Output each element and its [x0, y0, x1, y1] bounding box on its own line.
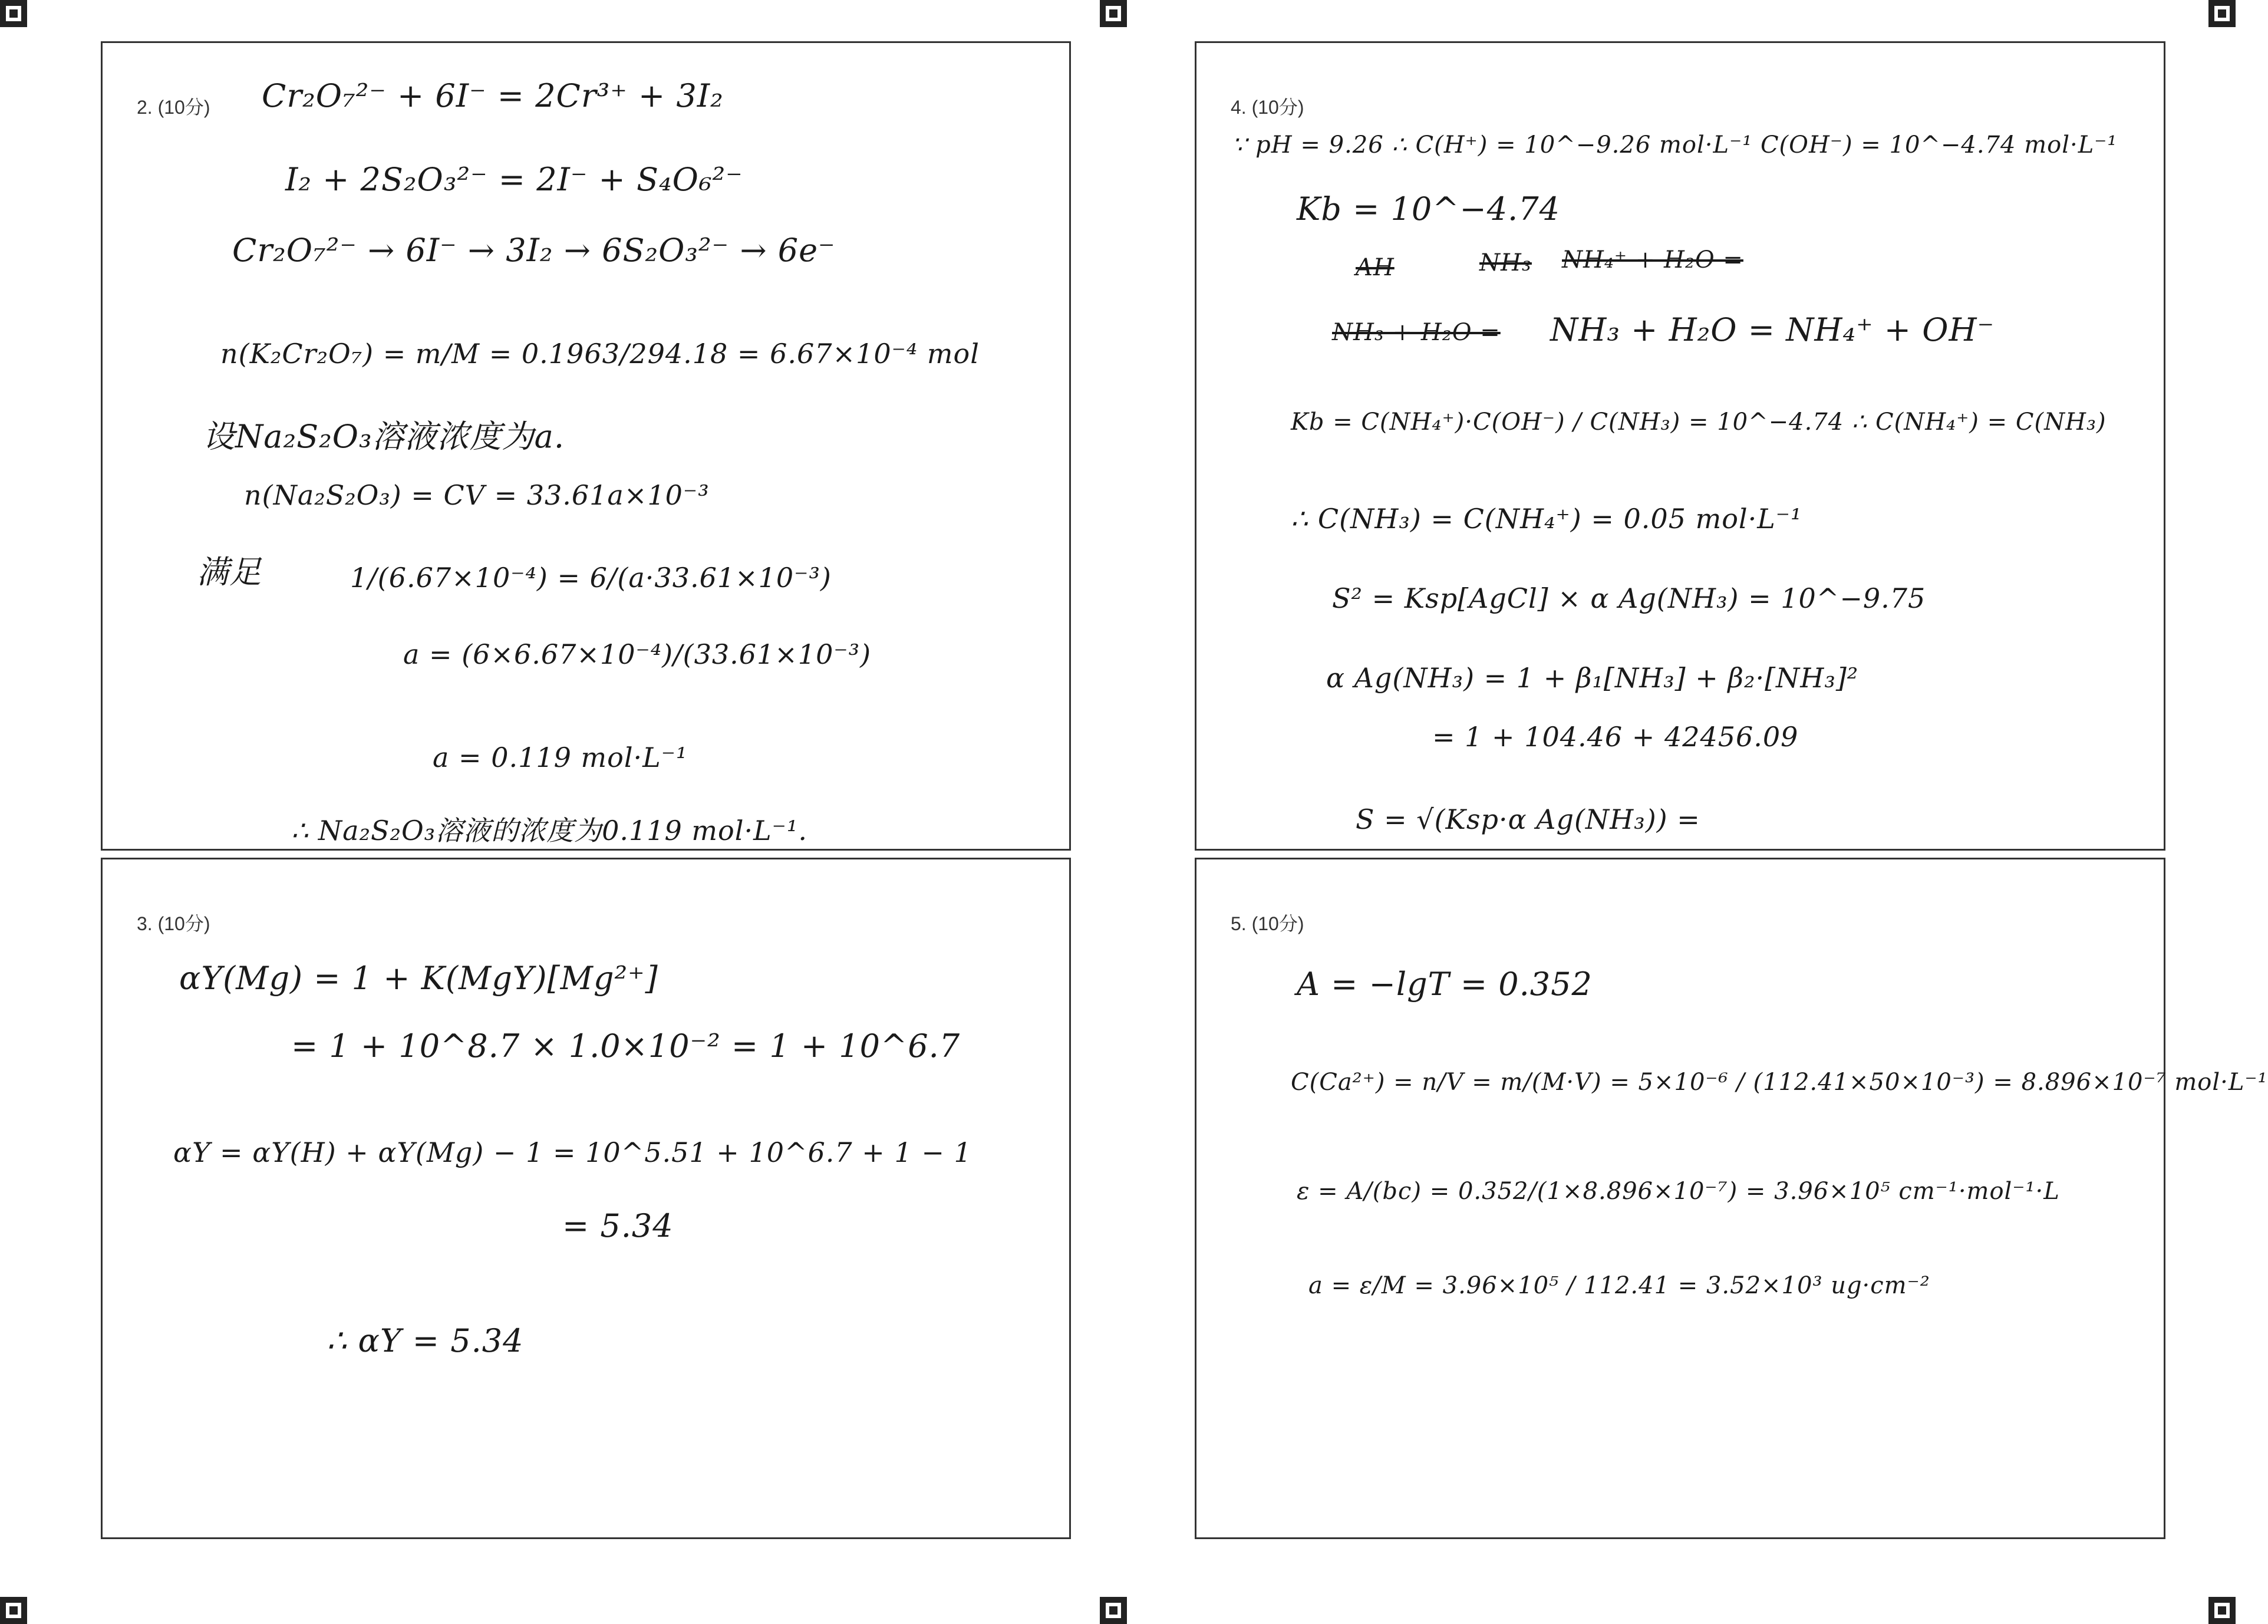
corner-marker-top-left — [0, 0, 27, 27]
handwriting-line: ∴ Na₂S₂O₃溶液的浓度为0.119 mol·L⁻¹. — [291, 815, 807, 846]
struck-text: AH — [1356, 254, 1395, 281]
handwriting-line: ε = A/(bc) = 0.352/(1×8.896×10⁻⁷) = 3.96×10⁵ cm⁻¹·mol⁻¹·L — [1297, 1178, 2060, 1205]
question-label: 2. (10分) — [137, 97, 210, 118]
handwriting-line: a = (6×6.67×10⁻⁴)/(33.61×10⁻³) — [403, 638, 872, 670]
handwriting-line: a = ε/M = 3.96×10⁵ / 112.41 = 3.52×10³ ug·cm⁻² — [1308, 1272, 1930, 1299]
handwriting-line: S² = Ksp[AgCl] × α Ag(NH₃) = 10^−9.75 — [1332, 582, 1926, 614]
handwriting-line: a = 0.119 mol·L⁻¹ — [433, 742, 688, 773]
answer-box-q5 — [1195, 858, 2268, 1539]
answer-box-q4 — [1195, 41, 2165, 851]
struck-text: NH₃ + H₂O = — [1332, 319, 1501, 346]
handwriting-line: n(K₂Cr₂O₇) = m/M = 0.1963/294.18 = 6.67×10⁻⁴ mol — [220, 338, 980, 370]
handwriting-line: 1/(6.67×10⁻⁴) = 6/(a·33.61×10⁻³) — [350, 562, 832, 594]
handwriting-line: I₂ + 2S₂O₃²⁻ = 2I⁻ + S₄O₆²⁻ — [285, 161, 743, 198]
handwriting-line: 满足 — [197, 554, 262, 591]
handwriting-line: α Ag(NH₃) = 1 + β₁[NH₃] + β₂·[NH₃]² — [1326, 662, 1859, 694]
handwriting-line: NH₃ + H₂O = NH₄⁺ + OH⁻ — [1550, 311, 1995, 348]
question-label: 5. (10分) — [1231, 913, 1304, 934]
question-label: 3. (10分) — [137, 913, 210, 934]
handwriting-line: = 5.34 — [562, 1207, 674, 1244]
corner-marker-bottom-center — [1100, 1597, 1127, 1624]
handwriting-line: αY = αY(H) + αY(Mg) − 1 = 10^5.51 + 10^6.7 + 1 − 1 — [173, 1137, 972, 1168]
handwriting-line: ∴ C(NH₃) = C(NH₄⁺) = 0.05 mol·L⁻¹ — [1291, 503, 1802, 535]
handwriting-line: Cr₂O₇²⁻ + 6I⁻ = 2Cr³⁺ + 3I₂ — [262, 77, 724, 114]
corner-marker-top-center — [1100, 0, 1127, 27]
handwriting-line: Cr₂O₇²⁻ → 6I⁻ → 3I₂ → 6S₂O₃²⁻ → 6e⁻ — [232, 232, 836, 269]
handwriting-line: ∴ αY = 5.34 — [327, 1322, 524, 1359]
handwriting-line: ∵ pH = 9.26 ∴ C(H⁺) = 10^−9.26 mol·L⁻¹ C(OH⁻) = 10^−4.74 mol·L⁻¹ — [1232, 131, 2118, 159]
corner-marker-bottom-right — [2208, 1597, 2236, 1624]
handwriting-line: Kb = 10^−4.74 — [1297, 190, 1560, 228]
struck-text: NH₃ — [1479, 249, 1532, 276]
handwriting-line: C(Ca²⁺) = n/V = m/(M·V) = 5×10⁻⁶ / (112.41×50×10⁻³) = 8.896×10⁻⁷ mol·L⁻¹ — [1291, 1069, 2268, 1096]
answer-box-q2 — [101, 41, 1071, 851]
handwriting-line: A = −lgT = 0.352 — [1297, 966, 1593, 1003]
answer-box-q3 — [101, 858, 1071, 1539]
corner-marker-bottom-left — [0, 1597, 27, 1624]
handwriting-line: = 1 + 104.46 + 42456.09 — [1432, 721, 1799, 753]
handwriting-line: = 1 + 10^8.7 × 1.0×10⁻² = 1 + 10^6.7 — [291, 1027, 961, 1065]
question-label: 4. (10分) — [1231, 97, 1304, 118]
handwriting-line: n(Na₂S₂O₃) = CV = 33.61a×10⁻³ — [244, 479, 710, 511]
corner-marker-top-right — [2208, 0, 2236, 27]
struck-text: NH₄⁺ + H₂O = — [1562, 246, 1743, 274]
handwriting-line: Kb = C(NH₄⁺)·C(OH⁻) / C(NH₃) = 10^−4.74 ∴ C(NH₄⁺) = C(NH₃) — [1291, 409, 2107, 436]
handwriting-line: 设Na₂S₂O₃溶液浓度为a. — [203, 418, 565, 455]
handwriting-line: S = √(Ksp·α Ag(NH₃)) = — [1356, 803, 1700, 835]
handwriting-line: αY(Mg) = 1 + K(MgY)[Mg²⁺] — [179, 960, 658, 997]
